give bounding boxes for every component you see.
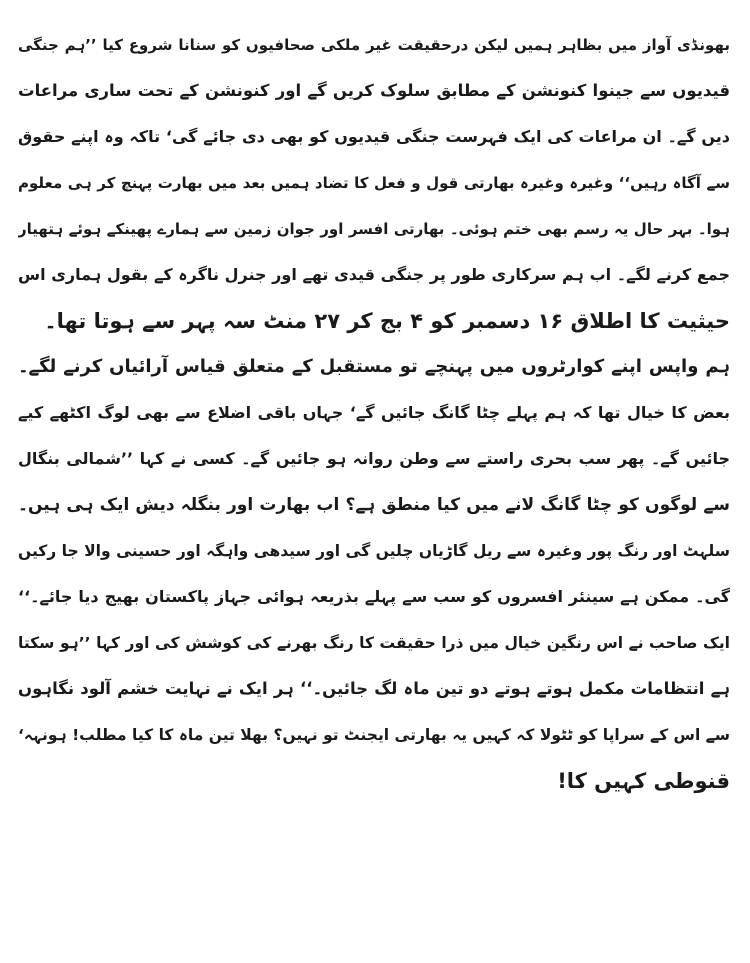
text-line-11: سے لوگوں کو چٹا گانگ لانے میں کیا منطق ہے؟ اب بھارت اور بنگلہ دیش ایک ہی ہیں۔	[18, 495, 730, 515]
text-line-12: سلہٹ اور رنگ پور وغیرہ سے ریل گاڑیاں چلیں گی اور سیدھی واہگہ اور حسینی والا جا رکیں	[18, 542, 730, 560]
text-line-16: سے اس کے سراپا کو ٹٹولا کہ کہیں یہ بھارتی ایجنٹ تو نہیں؟ بھلا تین ماہ کا کیا مطلب! ہونہہ‘	[18, 726, 730, 744]
text-line-4: سے آگاہ رہیں‘‘ وغیرہ وغیرہ بھارتی قول و فعل کا تضاد ہمیں بعد میں بھارت پہنچ کر ہی معلوم	[18, 174, 730, 192]
text-line-10: جائیں گے۔ پھر سب بحری راستے سے وطن روانہ ہو جائیں گے۔ کسی نے کہا ’’شمالی بنگال	[18, 449, 730, 468]
text-line-1: بھونڈی آواز میں بظاہر ہمیں لیکن درحقیقت غیر ملکی صحافیوں کو سنانا شروع کیا ’’ہم جنگی	[18, 36, 730, 54]
text-line-3: دیں گے۔ ان مراعات کی ایک فہرست جنگی قیدیوں کو بھی دی جائے گی‘ تاکہ وہ اپنے حقوق	[18, 127, 730, 146]
text-line-8: ہم واپس اپنے کوارٹروں میں پہنچے تو مستقبل کے متعلق قیاس آرائیاں کرنے لگے۔	[18, 356, 730, 377]
text-line-2: قیدیوں سے جینوا کنونشن کے مطابق سلوک کریں گے اور کنونشن کے تحت ساری مراعات	[18, 81, 730, 100]
text-line-6: جمع کرنے لگے۔ اب ہم سرکاری طور پر جنگی قیدی تھے اور جنرل ناگرہ کے بقول ہماری اس	[18, 265, 730, 284]
text-line-9: بعض کا خیال تھا کہ ہم پہلے چٹا گانگ جائیں گے‘ جہاں باقی اضلاع سے بھی لوگ اکٹھے کیے	[18, 403, 730, 422]
text-line-15: ہے انتظامات مکمل ہوتے ہوتے دو تین ماہ لگ جائیں۔‘‘ ہر ایک نے نہایت خشم آلود نگاہوں	[18, 679, 730, 698]
text-line-5: ہوا۔ بہر حال یہ رسم بھی ختم ہوئی۔ بھارتی افسر اور جوان زمین سے ہمارے پھینکے ہوئے ہتھیار	[18, 220, 730, 238]
text-line-17: قنوطی کہیں کا!	[557, 769, 730, 793]
text-line-14: ایک صاحب نے اس رنگین خیال میں ذرا حقیقت کا رنگ بھرنے کی کوشش کی اور کہا ’’ہو سکتا	[18, 634, 730, 652]
text-line-13: گی۔ ممکن ہے سینئر افسروں کو سب سے پہلے بذریعہ ہوائی جہاز پاکستان بھیج دیا جائے۔‘‘	[18, 587, 730, 606]
urdu-text-block	[18, 22, 730, 804]
text-line-7: حیثیت کا اطلاق ۱۶ دسمبر کو ۴ بج کر ۲۷ منٹ سہ پہر سے ہوتا تھا۔	[44, 309, 730, 333]
